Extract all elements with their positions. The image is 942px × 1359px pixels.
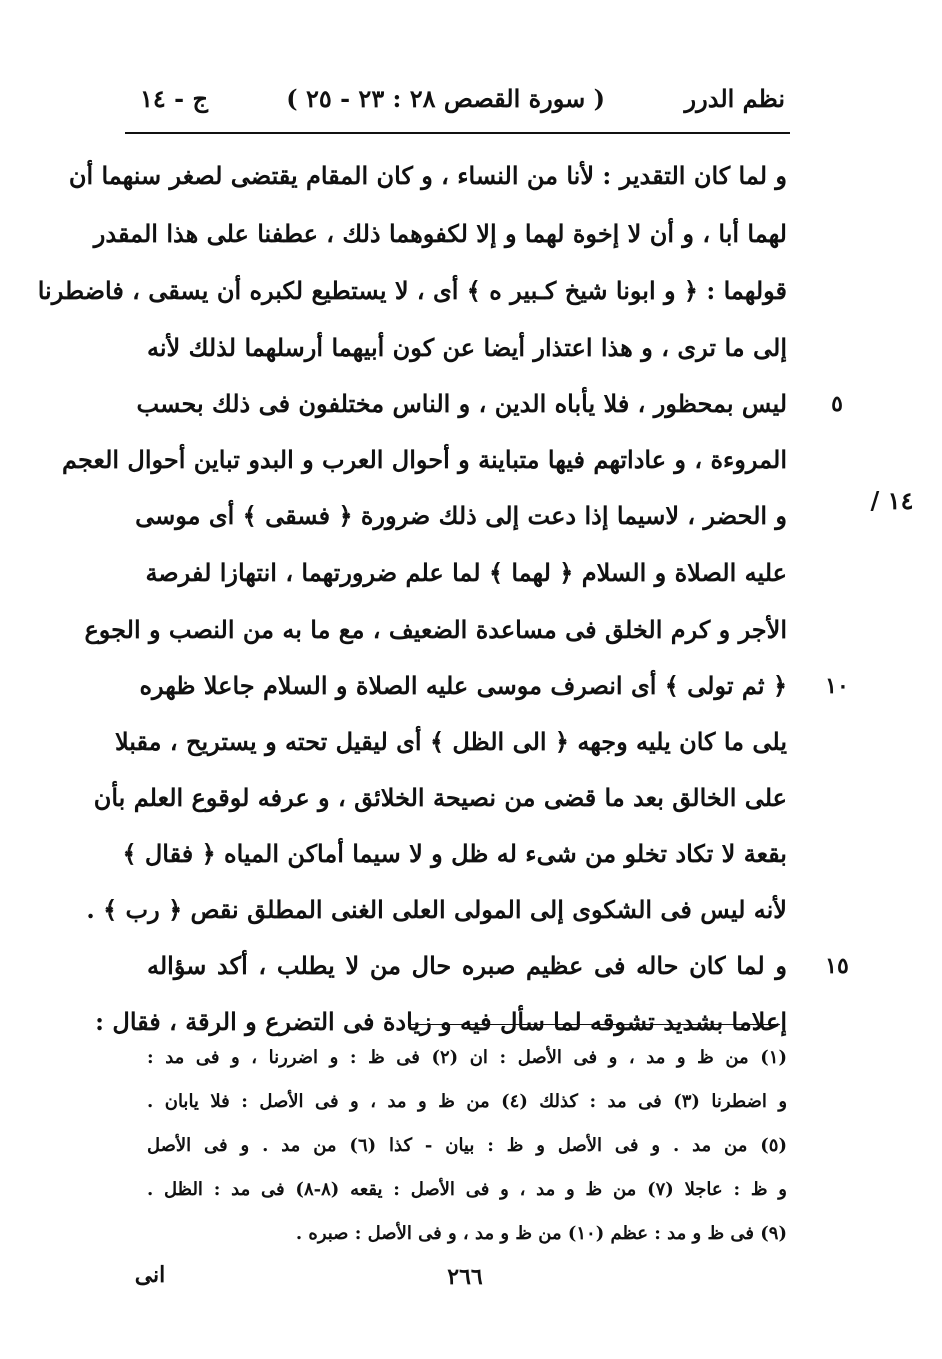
body-line: لأنه ليس فى الشكوى إلى المولى العلى الغنى المطلق نقص ﴿ رب ﴾ . — [86, 895, 787, 924]
book-title: نظم الدرر — [684, 84, 785, 113]
line-number-15: ١٥ — [825, 953, 849, 979]
footnote-rule — [410, 1024, 780, 1025]
line-number-10: ١٠ — [825, 673, 849, 699]
body-line: يلى ما كان يليه وجهه ﴿ الى الظل ﴾ أى ليقيل تحته و يستريح ، مقبلا — [114, 727, 787, 756]
footnote-line: و اضطرنا (٣) فى مد : كذلك (٤) من ظ و مد ، و فى الأصل : فلا يابان . — [147, 1091, 788, 1112]
surah-reference: ( سورة القصص ٢٨ : ٢٣ - ٢٥ ) — [286, 84, 605, 113]
body-line: و لما كان حاله فى عظيم صبره حال من لا يطلب ، أكد سؤاله — [147, 951, 787, 980]
line-number-5: ٥ — [831, 391, 843, 417]
page-number: ٢٦٦ — [447, 1264, 483, 1290]
body-line: المروءة ، و عاداتهم فيها متباينة و أحوال العرب و البدو تباين أحوال العجم — [62, 445, 787, 474]
footnote-line: (٩) فى ظ و مد : عظم (١٠) من ظ و مد ، و فى الأصل : صبره . — [295, 1223, 787, 1244]
header-rule — [125, 132, 790, 134]
footnote-line: (٥) من مد . و فى الأصل و ظ : بيان - كذا (٦) من مد . و فى الأصل — [147, 1135, 787, 1156]
body-line: ليس بمحظور ، فلا يأباه الدين ، و الناس مختلفون فى ذلك بحسب — [136, 389, 787, 418]
body-line: و الحضر ، لاسيما إذا دعت إلى ذلك ضرورة ﴿ فسقى ﴾ أى موسى — [135, 501, 787, 530]
body-line: الأجر و كرم الخلق فى مساعدة الضعيف ، مع ما به من النصب و الجوع — [84, 615, 787, 644]
body-line: عليه الصلاة و السلام ﴿ لهما ﴾ لما علم ضرورتهما ، انتهازا لفرصة — [145, 558, 787, 587]
body-line: و لما كان التقدير : لأنا من النساء ، و كان المقام يقتضى لصغر سنهما أن — [68, 161, 787, 190]
body-line: إلى ما ترى ، و هذا اعتذار أيضا عن كون أبيهما أرسلهما لذلك لأنه — [147, 333, 787, 362]
body-line: قولهما : ﴿ و ابونا شيخ كـبير ه ﴾ أى ، لا يستطيع لكبره أن يسقى ، فاضطرنا — [37, 276, 787, 305]
body-line: إعلاما بشديد تشوقه لما سأل فيه و زيادة فى التضرع و الرقة ، فقال : — [95, 1007, 787, 1036]
body-line: ﴿ ثم تولى ﴾ أى انصرف موسى عليه الصلاة و السلام جاعلا ظهره — [139, 671, 787, 700]
footnote-line: و ظ : عاجلا (٧) من ظ و مد ، و فى الأصل : يقعه (٨-٨) فى مد : الظل . — [147, 1179, 787, 1200]
running-header — [130, 78, 785, 128]
footnote-line: (١) من ظ و مد ، و فى الأصل : ان (٢) فى ظ : و اضررنا ، و فى مد : — [147, 1047, 787, 1068]
original-page-marker: ١٤ / — [870, 486, 914, 515]
body-line: على الخالق بعد ما قضى من نصيحة الخلائق ، و عرفه لوقوع العلم بأن — [93, 783, 787, 812]
body-line: بقعة لا تكاد تخلو من شىء له ظل و لا سيما أماكن المياه ﴿ فقال ﴾ — [122, 839, 787, 868]
body-line: لهما أبا ، و أن لا إخوة لهما و إلا لكفوهما ذلك ، عطفنا على هذا المقدر — [93, 219, 787, 248]
volume-number: ج - ١٤ — [140, 84, 208, 113]
catchword: انى — [134, 1262, 166, 1288]
